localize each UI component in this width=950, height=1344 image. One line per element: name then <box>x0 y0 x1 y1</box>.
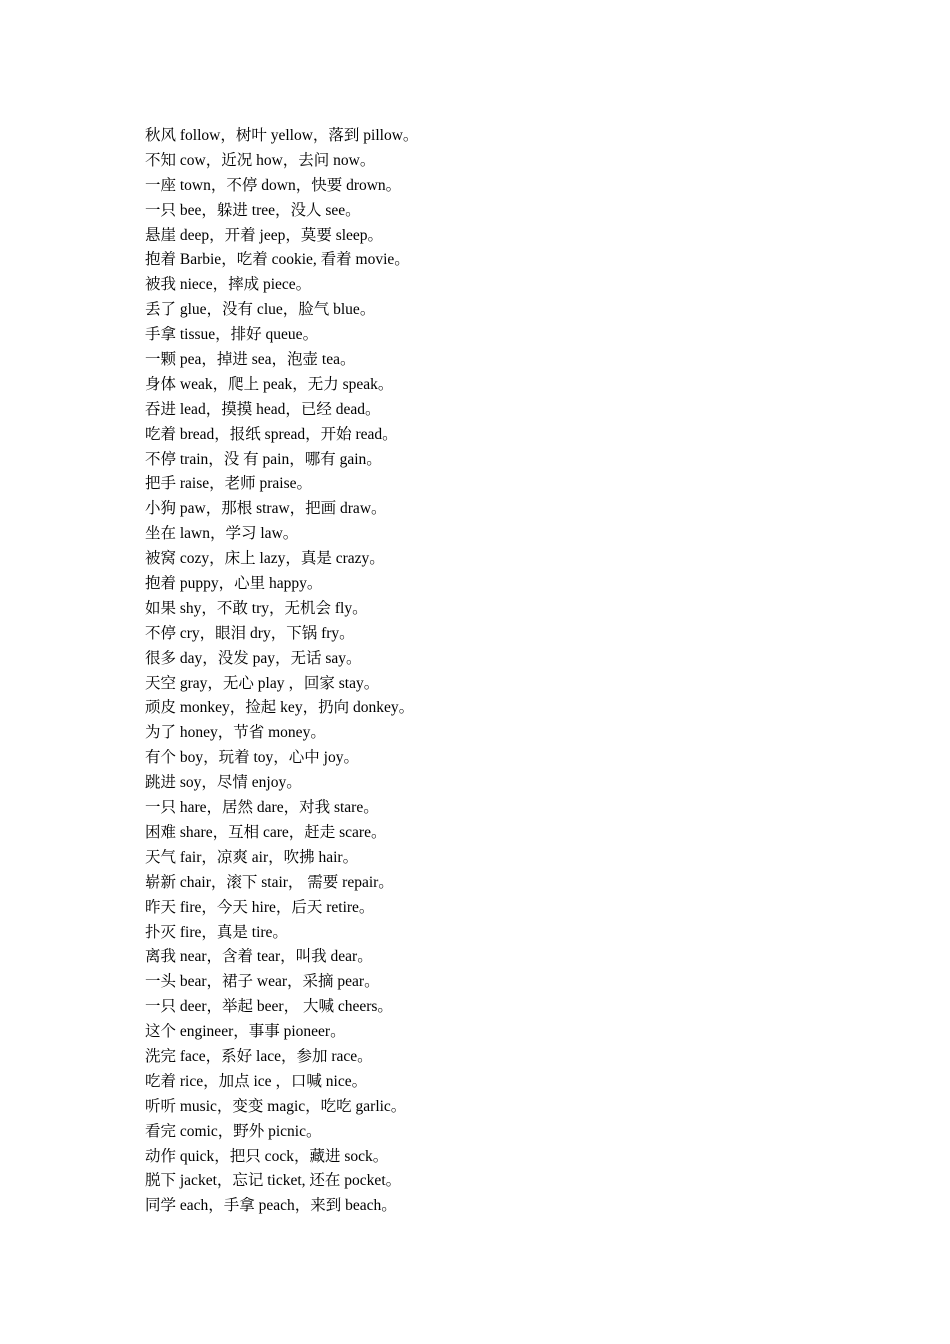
rhyme-line: 跳进 soy，尽情 enjoy。 <box>145 774 302 792</box>
rhyme-line: 很多 day，没发 pay，无话 say。 <box>145 649 362 667</box>
rhyme-line: 昨天 fire，今天 hire，后天 retire。 <box>145 898 375 916</box>
rhyme-line: 丢了 glue，没有 clue，脸气 blue。 <box>145 301 376 319</box>
rhyme-line: 顽皮 monkey，捡起 key，扔向 donkey。 <box>145 699 415 717</box>
rhyme-line: 一头 bear，裙子 wear，采摘 pear。 <box>145 973 380 991</box>
rhyme-line: 被窝 cozy，床上 lazy，真是 crazy。 <box>145 550 385 568</box>
rhyme-line: 吞进 lead，摸摸 head，已经 dead。 <box>145 400 381 418</box>
rhyme-line: 如果 shy，不敢 try，无机会 fly。 <box>145 599 368 617</box>
rhyme-line: 一只 hare，居然 dare，对我 stare。 <box>145 799 379 817</box>
rhyme-line: 一只 deer，举起 beer， 大喊 cheers。 <box>145 998 393 1016</box>
rhyme-line: 小狗 paw，那根 straw，把画 draw。 <box>145 500 387 518</box>
rhyme-line: 把手 raise，老师 praise。 <box>145 475 313 493</box>
rhyme-line: 扑灭 fire，真是 tire。 <box>145 923 288 941</box>
rhyme-line: 手拿 tissue，排好 queue。 <box>145 326 319 344</box>
rhyme-line: 动作 quick，把只 cock，藏进 sock。 <box>145 1147 389 1165</box>
rhyme-line: 天空 gray，无心 play ，回家 stay。 <box>145 674 380 692</box>
rhyme-line: 不停 train，没 有 pain，哪有 gain。 <box>145 450 382 468</box>
rhyme-line: 天气 fair，凉爽 air，吹拂 hair。 <box>145 848 359 866</box>
rhyme-line: 同学 each，手拿 peach，来到 beach。 <box>145 1197 397 1215</box>
rhyme-line: 一颗 pea，掉进 sea，泡壶 tea。 <box>145 351 356 369</box>
rhyme-line: 悬崖 deep，开着 jeep，莫要 sleep。 <box>145 226 384 244</box>
rhyme-line: 吃着 rice，加点 ice ，口喊 nice。 <box>145 1072 368 1090</box>
rhyme-line: 一座 town，不停 down，快要 drown。 <box>145 176 402 194</box>
rhyme-line: 脱下 jacket，忘记 ticket, 还在 pocket。 <box>145 1172 402 1190</box>
rhyme-line: 听听 music，变变 magic，吃吃 garlic。 <box>145 1097 407 1115</box>
rhyme-line: 吃着 bread，报纸 spread，开始 read。 <box>145 425 398 443</box>
rhyme-line: 秋风 follow，树叶 yellow，落到 pillow。 <box>145 127 419 144</box>
rhyme-line: 一只 bee，躲进 tree，没人 see。 <box>145 201 361 219</box>
rhyme-line: 被我 niece，摔成 piece。 <box>145 276 312 294</box>
rhyme-line: 不停 cry，眼泪 dry，下锅 fry。 <box>145 624 355 642</box>
rhyme-line: 看完 comic，野外 picnic。 <box>145 1122 322 1140</box>
rhyme-line: 抱着 Barbie，吃着 cookie, 看着 movie。 <box>145 251 410 269</box>
rhyme-line: 不知 cow，近况 how，去问 now。 <box>145 151 376 169</box>
rhyme-list <box>145 124 418 1219</box>
rhyme-line: 抱着 puppy，心里 happy。 <box>145 575 323 593</box>
rhyme-line: 洗完 face，系好 lace，参加 race。 <box>145 1047 373 1065</box>
rhyme-line: 有个 boy，玩着 toy，心中 joy。 <box>145 749 359 767</box>
rhyme-line: 坐在 lawn，学习 law。 <box>145 525 299 543</box>
rhyme-line: 崭新 chair，滚下 stair， 需要 repair。 <box>145 873 394 891</box>
rhyme-line: 身体 weak，爬上 peak，无力 speak。 <box>145 375 394 393</box>
rhyme-line: 离我 near，含着 tear，叫我 dear。 <box>145 948 373 966</box>
rhyme-line: 这个 engineer，事事 pioneer。 <box>145 1023 346 1041</box>
rhyme-line: 困难 share，互相 care，赶走 scare。 <box>145 823 387 841</box>
rhyme-line: 为了 honey，节省 money。 <box>145 724 326 742</box>
